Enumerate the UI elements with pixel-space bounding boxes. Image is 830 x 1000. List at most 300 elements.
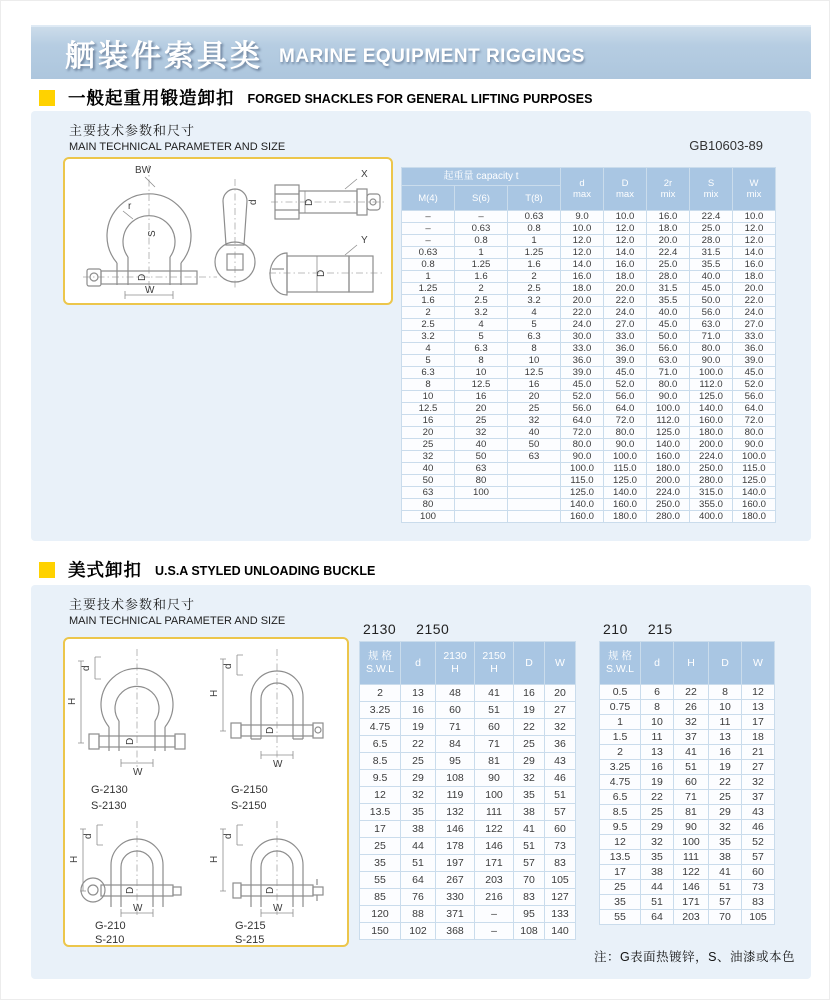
table-cell: 73: [545, 838, 575, 854]
table-cell: 43: [545, 753, 575, 769]
table-cell: 46: [742, 820, 774, 834]
table-cell: 76: [401, 889, 435, 905]
table-cell: 16: [514, 685, 544, 701]
table-row: [360, 872, 575, 888]
table-cell: 22.0: [604, 295, 646, 306]
table-cell: 100.0: [604, 451, 646, 462]
table-cell: 1.6: [402, 295, 454, 306]
table-cell: 36.0: [733, 343, 775, 354]
table-cell: 36.0: [604, 343, 646, 354]
table-cell: 3.25: [360, 702, 400, 718]
table-cell: 85: [360, 889, 400, 905]
table-cell: 18: [742, 730, 774, 744]
table-cell: 9.5: [360, 770, 400, 786]
table-cell: 56.0: [604, 391, 646, 402]
column-header: 规 格 S.W.L: [360, 642, 400, 684]
table-cell: 46: [545, 770, 575, 786]
table-cell: 56.0: [647, 343, 689, 354]
table-cell: 16: [641, 760, 673, 774]
column-header: W: [545, 642, 575, 684]
table-cell: 10: [455, 367, 507, 378]
model-label-g210: G-210: [95, 920, 126, 932]
dim-label-d-side: d: [248, 199, 259, 205]
table-cell: 18.0: [647, 223, 689, 234]
table-cell: 5: [508, 319, 560, 330]
table-cell: 111: [475, 804, 513, 820]
table-cell: 33.0: [733, 331, 775, 342]
table-cell: 171: [475, 855, 513, 871]
section1-panel: [31, 111, 811, 541]
table-cell: 29: [514, 753, 544, 769]
table-cell: 36.0: [561, 355, 603, 366]
table-cell: 14.0: [561, 259, 603, 270]
footnote: 注：G表面热镀锌，S、油漆或本色: [593, 950, 795, 964]
table-cell: 280.0: [690, 475, 732, 486]
param-label-zh: 主要技术参数和尺寸: [69, 123, 196, 138]
yellow-bullet-icon: [39, 90, 55, 106]
col-header-s6: S(6): [455, 186, 507, 210]
table-cell: 160.0: [647, 451, 689, 462]
table-cell: 41: [674, 745, 708, 759]
table-cell: 64.0: [561, 415, 603, 426]
table-cell: 64.0: [604, 403, 646, 414]
table-row: [360, 702, 575, 718]
table-cell: 16.0: [647, 211, 689, 222]
table-cell: 4: [455, 319, 507, 330]
table-cell: 25: [600, 880, 640, 894]
col-header-W-mix: W mix: [733, 168, 775, 210]
capacity-group-header: 起重量 capacity t: [402, 168, 560, 185]
table-cell: 18.0: [561, 283, 603, 294]
table-row: [600, 685, 774, 699]
table-row: [600, 835, 774, 849]
table-cell: 12.0: [733, 235, 775, 246]
table-cell: 0.5: [600, 685, 640, 699]
table-cell: 13.5: [360, 804, 400, 820]
table-cell: 330: [436, 889, 474, 905]
table-cell: 6.3: [508, 331, 560, 342]
model-label-s2130: S-2130: [91, 800, 127, 812]
table-cell: 20: [402, 427, 454, 438]
table-cell: 5: [455, 331, 507, 342]
table-row: [402, 403, 775, 414]
table-cell: 35: [514, 787, 544, 803]
table-cell: 1.25: [402, 283, 454, 294]
table-cell: 8.5: [600, 805, 640, 819]
table-row: [402, 367, 775, 378]
table-cell: 32: [514, 770, 544, 786]
table-cell: 10: [641, 715, 673, 729]
standard-code: GB10603-89: [689, 138, 763, 153]
table-cell: 2: [402, 307, 454, 318]
table-row: [402, 439, 775, 450]
table-cell: 33.0: [604, 331, 646, 342]
section2-panel: [31, 585, 811, 979]
section1-param-label: [69, 120, 285, 153]
table-cell: 35: [360, 855, 400, 871]
table-cell: 45.0: [604, 367, 646, 378]
table-cell: 12.0: [561, 235, 603, 246]
table-cell: 122: [475, 821, 513, 837]
table-cell: 180.0: [604, 511, 646, 522]
table-row: [402, 211, 775, 222]
table-cell: 20.0: [604, 283, 646, 294]
table-cell: 22.0: [733, 295, 775, 306]
table-row: [402, 319, 775, 330]
table-cell: 18.0: [733, 271, 775, 282]
table-cell: 40.0: [690, 271, 732, 282]
table-cell: 38: [709, 850, 741, 864]
table-row: [360, 753, 575, 769]
table-cell: 63.0: [690, 319, 732, 330]
table-cell: 83: [742, 895, 774, 909]
table-row: [402, 391, 775, 402]
table-cell: 63: [455, 463, 507, 474]
table-cell: 83: [545, 855, 575, 871]
table-row: [360, 770, 575, 786]
table-cell: 50.0: [690, 295, 732, 306]
table-cell: 12: [600, 835, 640, 849]
table-cell: 200.0: [647, 475, 689, 486]
table-cell: 10: [709, 700, 741, 714]
section1-heading: [39, 85, 592, 110]
table-cell: 64: [641, 910, 673, 924]
table-cell: 22.4: [690, 211, 732, 222]
table-cell: 51: [514, 838, 544, 854]
table-cell: 84: [436, 736, 474, 752]
table-cell: 55: [600, 910, 640, 924]
table-cell: 12.0: [561, 247, 603, 258]
table-cell: 25: [508, 403, 560, 414]
usa-shackle-svg: [65, 639, 347, 945]
table-cell: 71.0: [647, 367, 689, 378]
table-row: [402, 223, 775, 234]
table-cell: 1.6: [508, 259, 560, 270]
table-cell: 115.0: [733, 463, 775, 474]
dim-dd: D: [265, 726, 276, 734]
table-cell: 29: [709, 805, 741, 819]
table-cell: 146: [475, 838, 513, 854]
table-cell: 38: [514, 804, 544, 820]
table-cell: 0.8: [402, 259, 454, 270]
table-row: [402, 475, 775, 486]
table-cell: [508, 487, 560, 498]
table-cell: [508, 511, 560, 522]
table-cell: 25: [514, 736, 544, 752]
table-cell: 119: [436, 787, 474, 803]
table-cell: 146: [436, 821, 474, 837]
table-cell: 52: [742, 835, 774, 849]
table-cell: 10.0: [604, 211, 646, 222]
table-cell: 52.0: [604, 379, 646, 390]
table-cell: 32: [545, 719, 575, 735]
table-cell: 108: [436, 770, 474, 786]
table-row: [600, 895, 774, 909]
table-cell: 197: [436, 855, 474, 871]
table-cell: 224.0: [647, 487, 689, 498]
table-cell: 6.3: [455, 343, 507, 354]
table-cell: 224.0: [690, 451, 732, 462]
yellow-bullet-icon: [39, 562, 55, 578]
table-cell: [508, 499, 560, 510]
table-cell: 32: [742, 775, 774, 789]
table-cell: 1: [455, 247, 507, 258]
page-banner: [31, 25, 811, 79]
table-a-title-2150: 2150: [416, 621, 450, 637]
table-cell: 8.5: [360, 753, 400, 769]
table-cell: 57: [514, 855, 544, 871]
table-cell: 140.0: [690, 403, 732, 414]
table-b-title-210: 210: [603, 621, 628, 637]
table-cell: 1.25: [455, 259, 507, 270]
table-row: [402, 343, 775, 354]
table-cell: 41: [475, 685, 513, 701]
dim-d: d: [223, 663, 234, 669]
table-cell: 22: [401, 736, 435, 752]
table-cell: 41: [514, 821, 544, 837]
dim-w: W: [273, 759, 283, 770]
table-cell: 280.0: [647, 511, 689, 522]
table-cell: 80.0: [604, 427, 646, 438]
dim-h: H: [67, 697, 78, 705]
table-cell: 41: [709, 865, 741, 879]
table-cell: 60: [742, 865, 774, 879]
table-cell: 44: [401, 838, 435, 854]
table-cell: 56.0: [561, 403, 603, 414]
table-cell: [508, 475, 560, 486]
table-cell: 28.0: [647, 271, 689, 282]
table-cell: 25: [709, 790, 741, 804]
dim-dd: D: [265, 886, 276, 894]
table-cell: 56.0: [733, 391, 775, 402]
table-cell: 45.0: [733, 367, 775, 378]
table-row: [360, 787, 575, 803]
table-cell: 150: [360, 923, 400, 939]
table-cell: 8: [455, 355, 507, 366]
table-cell: 22.0: [561, 307, 603, 318]
table-cell: 9.5: [600, 820, 640, 834]
section1-title-en: FORGED SHACKLES FOR GENERAL LIFTING PURPOSES: [247, 92, 593, 106]
table-cell: 368: [436, 923, 474, 939]
table-cell: 216: [475, 889, 513, 905]
table-cell: 40.0: [647, 307, 689, 318]
table-cell: 32: [508, 415, 560, 426]
table-cell: 100.0: [733, 451, 775, 462]
table-cell: –: [402, 211, 454, 222]
table-cell: 100: [475, 787, 513, 803]
table-cell: 32: [709, 820, 741, 834]
table-row: [600, 820, 774, 834]
table-cell: 16: [709, 745, 741, 759]
table-cell: 25: [360, 838, 400, 854]
table-row: [600, 745, 774, 759]
table-cell: 90.0: [561, 451, 603, 462]
table-cell: 90.0: [690, 355, 732, 366]
table-cell: 71.0: [690, 331, 732, 342]
table-row: [402, 235, 775, 246]
table-row: [402, 463, 775, 474]
table-cell: 20: [508, 391, 560, 402]
table-cell: 2: [360, 685, 400, 701]
table-cell: 50.0: [647, 331, 689, 342]
table-cell: 33.0: [561, 343, 603, 354]
table-cell: 30.0: [561, 331, 603, 342]
param-label-zh: 主要技术参数和尺寸: [69, 597, 196, 612]
usa-shackle-drawings: [63, 637, 349, 947]
table-cell: [455, 499, 507, 510]
table-cell: 51: [545, 787, 575, 803]
table-cell: 20.0: [733, 283, 775, 294]
table-cell: 39.0: [733, 355, 775, 366]
table-cell: 10: [402, 391, 454, 402]
table-cell: 25: [401, 753, 435, 769]
table-cell: 73: [742, 880, 774, 894]
table-cell: 64.0: [733, 403, 775, 414]
table-cell: 10: [508, 355, 560, 366]
table-cell: 19: [709, 760, 741, 774]
param-label-en: MAIN TECHNICAL PARAMETER AND SIZE: [69, 141, 286, 153]
table-cell: 40: [402, 463, 454, 474]
table-cell: –: [402, 235, 454, 246]
table-cell: 203: [674, 910, 708, 924]
table-cell: –: [475, 906, 513, 922]
table-row: [402, 331, 775, 342]
usa-buckle-table-2130-2150: [359, 641, 576, 940]
table-cell: [508, 463, 560, 474]
table-cell: 26: [674, 700, 708, 714]
shackle-technical-drawing: [63, 157, 393, 305]
table-cell: 50: [402, 475, 454, 486]
table-cell: 28.0: [690, 235, 732, 246]
table-row: [402, 499, 775, 510]
table-cell: 16: [401, 702, 435, 718]
table-cell: 63: [402, 487, 454, 498]
table-cell: 120: [360, 906, 400, 922]
table-row: [402, 283, 775, 294]
table-cell: 12.5: [508, 367, 560, 378]
dim-h: H: [209, 855, 220, 863]
table-cell: –: [455, 211, 507, 222]
column-header: d: [641, 642, 673, 684]
table-cell: 95: [436, 753, 474, 769]
table-cell: 81: [475, 753, 513, 769]
col-header-D-max: D max: [604, 168, 646, 210]
table-cell: 31.5: [690, 247, 732, 258]
table-cell: 17: [600, 865, 640, 879]
table-cell: 24.0: [733, 307, 775, 318]
table-cell: 0.8: [508, 223, 560, 234]
table-cell: 4.75: [600, 775, 640, 789]
table-cell: 0.63: [508, 211, 560, 222]
table-cell: 60: [674, 775, 708, 789]
table-row: [600, 805, 774, 819]
table-cell: 57: [545, 804, 575, 820]
table-cell: 6.5: [600, 790, 640, 804]
table-cell: 100: [674, 835, 708, 849]
table-cell: 51: [475, 702, 513, 718]
table-cell: 80.0: [647, 379, 689, 390]
table-cell: 37: [742, 790, 774, 804]
table-cell: 100: [455, 487, 507, 498]
table-cell: 51: [641, 895, 673, 909]
table-cell: 4.75: [360, 719, 400, 735]
table-cell: 21: [742, 745, 774, 759]
table-cell: 80: [455, 475, 507, 486]
table-cell: 0.8: [455, 235, 507, 246]
table-row: [360, 838, 575, 854]
table-cell: 90: [674, 820, 708, 834]
table-cell: 6.5: [360, 736, 400, 752]
table-row: [600, 715, 774, 729]
table-cell: 25.0: [647, 259, 689, 270]
column-header: 规 格 S.W.L: [600, 642, 640, 684]
table-cell: 16.0: [561, 271, 603, 282]
table-cell: 48: [436, 685, 474, 701]
table-row: [402, 427, 775, 438]
table-cell: 315.0: [690, 487, 732, 498]
table-cell: 32: [641, 835, 673, 849]
table-cell: 44: [641, 880, 673, 894]
table-cell: 20: [455, 403, 507, 414]
table-cell: 80: [402, 499, 454, 510]
dim-w: W: [273, 903, 283, 914]
table-cell: 16: [402, 415, 454, 426]
table-cell: 12: [742, 685, 774, 699]
table-cell: 27.0: [733, 319, 775, 330]
table-cell: 27: [742, 760, 774, 774]
table-cell: 140.0: [733, 487, 775, 498]
table-cell: 14.0: [604, 247, 646, 258]
table-cell: 400.0: [690, 511, 732, 522]
table-cell: 250.0: [647, 499, 689, 510]
table-cell: 267: [436, 872, 474, 888]
table-cell: 178: [436, 838, 474, 854]
table-row: [360, 685, 575, 701]
dim-label-d-bolt-x: D: [304, 198, 315, 206]
table-cell: 100: [402, 511, 454, 522]
table-cell: 180.0: [690, 427, 732, 438]
table-b-title: [603, 621, 673, 637]
table-row: [402, 271, 775, 282]
table-cell: 140.0: [604, 487, 646, 498]
table-cell: 12.5: [402, 403, 454, 414]
table-cell: 160.0: [733, 499, 775, 510]
param-label-en: MAIN TECHNICAL PARAMETER AND SIZE: [69, 615, 286, 627]
table-cell: 22: [514, 719, 544, 735]
table-row: [360, 804, 575, 820]
table-cell: 32: [674, 715, 708, 729]
table-cell: 63: [508, 451, 560, 462]
table-cell: 180.0: [647, 463, 689, 474]
table-cell: 6: [641, 685, 673, 699]
table-cell: 8: [508, 343, 560, 354]
table-cell: 25: [402, 439, 454, 450]
dim-d: d: [81, 665, 92, 671]
table-cell: 27.0: [604, 319, 646, 330]
table-cell: 2.5: [402, 319, 454, 330]
table-cell: 90.0: [604, 439, 646, 450]
table-cell: 146: [674, 880, 708, 894]
table-cell: 80.0: [690, 343, 732, 354]
table-row: [600, 910, 774, 924]
table-row: [402, 247, 775, 258]
table-cell: 39.0: [604, 355, 646, 366]
table-cell: 1.5: [600, 730, 640, 744]
table-cell: 18.0: [604, 271, 646, 282]
table-cell: 80.0: [561, 439, 603, 450]
table-cell: 13: [641, 745, 673, 759]
table-cell: 1.6: [455, 271, 507, 282]
